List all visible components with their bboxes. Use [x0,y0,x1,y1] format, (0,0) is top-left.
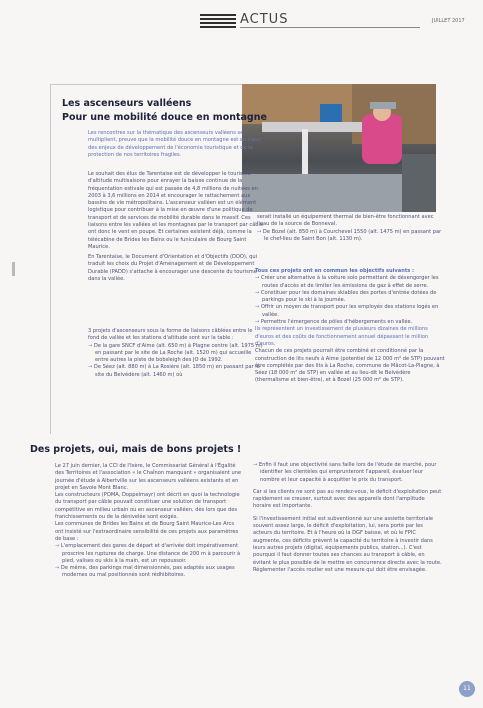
parameters-list [55,543,243,579]
page-number: 11 [459,681,475,697]
list-item: → L'emplacement des gares de départ et d'arrivée doit impérativement proscrire les ruptures de charge. Une distance de 200 m à parcourir à pied, valises ou skis à la main, est un repoussoir. [55,543,241,564]
projects-list [88,343,264,379]
investment-detail: Chacun de ces projets pourrait être combiné et conditionné par la construction de lits neufs à Aime (potentiel de 12 000 m² de STP) pouvant être complétés par des lits à La Roche, commune de Mâcot-La-Plagne, à Séez (18 000 m² de STP) en vallée et au lieu-dit le Belvédère (thermalisme et bien-être), et à Bozel (25 000 m² de STP). [255,348,445,384]
list-item: → De Bozel (alt. 850 m) à Courchevel 1550 (alt. 1475 m) en passant par le chef-lieu de Saint Bon (alt. 1130 m). [257,228,442,242]
paragraph-cci: Le 27 juin dernier, la CCI de l'Isère, le Commissariat Général à l'Égalité des Territoires et l'association « le Chaînon manquant » organisaient une journée d'étude à Albertville sur les ascenseurs valléens existants et en projet en Savoie Mont Blanc. [55,463,242,491]
list-item: → De Séez (alt. 880 m) à La Rosière (alt. 1850 m) en passant par le site du Belvédère (alt. 1460 m) où [88,364,260,378]
list-item: → De la gare SNCF d'Aime (alt. 650 m) à Plagne centre (alt. 1975 m) en passant par le site de La Roche (alt. 1520 m) qui accueille entre autres la piste de bobsleigh des JO de 1992. [88,342,263,364]
header-logo-bars [200,14,236,30]
article-title [62,97,267,125]
paragraph-clients: Car si les clients ne sont pas au rendez-vous, le déficit d'exploitation peut rapidement se creuser, surtout avec des appareils dont l'amplitude horaire est importante. [253,488,442,510]
paragraph-investment: Si l'investissement initial est subventionné sur une assiette territoriale souvent assez large, le déficit d'exploitation, lui, sera porté par les acteurs du territoire. Et à l'heure où la DGF baisse, et où le FPIC augmente, ces déficits grèvent la capacité du territoire à investir dans leurs autres projets (digital, équipements publics, station...). C'est pourquoi il faut donner toutes ses chances au transport à câble, en évitant le plus possible de le mettre en concurrence directe avec la route. Réglementer l'accès routier est une mesure qui doit être envisagée. [253,515,442,573]
objectives-title: Tous ces projets ont en commun les objectifs suivants : [255,268,415,274]
article2-title: Des projets, oui, mais de bons projets ! [30,444,242,455]
ski-lift-photo [242,84,436,212]
parameters-list-continued [253,462,443,484]
article2-column1 [55,463,243,580]
list-item: → Enfin il faut une objectivité sans faille lors de l'étude de marché, pour identifier les clientèles qui emprunteront l'appareil, évaluer leur nombre et leur capacité à acquitter le prix du transport. [253,462,437,483]
projects-continued [257,214,443,243]
paragraph-communes: Les communes de Brides les Bains et de Bourg Saint Maurice-Les Arcs ont insisté sur l'extraordinaire sensibilité de ces projets aux paramètres de base : [55,521,239,542]
list-item: → Créer une alternative à la voiture solo permettant de désengorger les routes d'accès et de limiter les émissions de gaz à effet de serre. [255,275,439,289]
projects-lead: 3 projets d'ascenseurs sous la forme de liaisons câblées entre le fond de vallée et les stations d'altitude sont sur la table : [88,328,253,342]
list-item: → Constituer pour les domaines skiables des portes d'entrée dotées de parkings pour le ski à la journée. [255,289,437,304]
article-frame-left [50,84,51,434]
issue-date: JUILLET 2017 [432,18,465,24]
section-title: ACTUS [240,12,289,27]
paragraph-projects [88,328,264,379]
article-title-line1: Les ascenseurs valléens [62,98,192,109]
article-intro: Les rencontres sur la thématique des ascenseurs valléens se multiplient, preuve que la mobilité douce en montagne est au cœur des enjeux de développement de l'économie touristique et de la protection de nos territoires fragiles. [88,130,262,158]
paragraph-doo: En Tarentaise, le Document d'Orientation et d'Objectifs (DOO), qui traduit les choix du Projet d'Aménagement et de Développement Durable (PADD) s'attache à encourager une descente du tourisme dans la vallée. [88,254,258,282]
list-item: serait installé un équipement thermal de bien-être fonctionnant avec l'eau de la source de Bonneval. [257,214,434,228]
list-item: → De même, des parkings mal dimensionnés, pas adaptés aux usages modernes ou mal positionnés sont rédhibitoires. [55,565,235,579]
header-rule [240,27,420,28]
list-item: → Offrir un moyen de transport pour les employés des stations logés en vallée. [255,304,439,318]
paragraph-tourism: Le souhait des élus de Tarentaise est de développer le tourisme d'altitude multisaisons pour enrayer la baisse continue de la fréquentation estivale qui est passée de 4,8 millions de nuitées en 2003 à 3,6 millions en 2014 et encourager le rattachement aux bassins de vie métropolitains. L'ascenseur valléen est un élément logistique pour contribuer à la mise en œuvre d'une politique de transport et de services de mobilité durable dans le massif. Ces liaisons entre les vallées et les montagnes par le transport par câble ont donc le vent en poupe. Et certaines existent déjà, comme la télécabine de Brides les Bains ou le funiculaire de Bourg Saint Maurice. [88,171,264,250]
paragraph-constructors: Les constructeurs (POMA, Doppelmayr) ont décrit en quoi la technologie du transport par câble pouvait constituer une solution de transport compétitive en milieu urbain ou en ascenseur valléen, dès lors que des franchissements ou de la dénivelée sont exigés. [55,492,240,521]
article2-column2 [253,462,443,574]
list-item: → Permettre l'émergence de pôles d'hébergements en vallée. [255,319,413,326]
investment-text: Ils représentent un investissement de plusieurs dizaines de millions d'euros et des coûts de fonctionnement annuel dépassant le million d'euros. [255,326,429,347]
objectives-block [255,268,445,385]
article-title-line2: Pour une mobilité douce en montagne [62,112,267,123]
objectives-list [255,275,445,326]
margin-mark [12,262,15,276]
